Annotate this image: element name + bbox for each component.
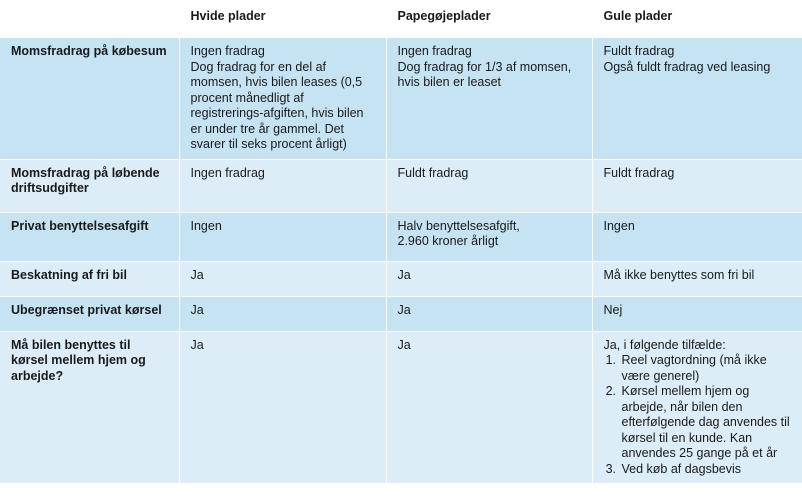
row-label: Momsfradrag på løbende driftsudgifter — [0, 159, 179, 212]
cell-text: Halv benyttelsesafgift, — [397, 218, 520, 233]
cell-white — [179, 38, 386, 160]
cell-yellow — [592, 331, 802, 484]
row-label: Privat benyttelsesafgift — [0, 212, 179, 261]
cell-text: Nej — [603, 302, 623, 317]
cell-parrot — [386, 331, 592, 484]
table-row — [0, 296, 802, 331]
cell-text: Ingen fradrag — [190, 44, 265, 58]
cell-text: Dog fradrag for 1/3 af momsen, hvis bilen er leaset — [397, 59, 572, 89]
conditions-list — [604, 353, 793, 477]
cell-text: Må ikke benyttes som fri bil — [603, 267, 755, 282]
cell-parrot — [386, 296, 592, 331]
cell-white — [179, 296, 386, 331]
cell-yellow — [592, 38, 802, 160]
header-row — [0, 0, 802, 38]
cell-text: Ja — [397, 302, 411, 317]
cell-parrot — [386, 38, 592, 160]
cell-white — [179, 331, 386, 484]
cell-text: Ingen fradrag — [190, 165, 265, 180]
cell-text: 2.960 kroner årligt — [397, 234, 499, 248]
list-item: 1. Reel vagtordning (må ikke være generel) — [620, 353, 793, 384]
cell-text: Ja — [397, 267, 411, 282]
cell-parrot — [386, 261, 592, 296]
cell-yellow — [592, 159, 802, 212]
cell-text: Fuldt fradrag — [603, 165, 675, 180]
cell-text: Ja — [397, 337, 411, 352]
cell-white — [179, 261, 386, 296]
header-yellow-plates: Gule plader — [592, 0, 802, 38]
cell-yellow — [592, 261, 802, 296]
cell-parrot — [386, 212, 592, 261]
cell-text: Ja — [190, 337, 204, 352]
table-row — [0, 159, 802, 212]
cell-yellow — [592, 212, 802, 261]
cell-intro: Ja, i følgende tilfælde: — [603, 337, 726, 352]
cell-text: Ingen — [190, 218, 222, 233]
table-row — [0, 261, 802, 296]
list-item: 2. Kørsel mellem hjem og arbejde, når bilen den efterfølgende dag anvendes til kørsel til en kunde. Kan anvendes 25 gange på et år — [620, 384, 793, 462]
table-row — [0, 212, 802, 261]
header-parrot-plates: Papegøjeplader — [386, 0, 592, 38]
cell-white — [179, 212, 386, 261]
list-item: 3. Ved køb af dagsbevis — [620, 462, 793, 478]
cell-text: Ingen fradrag — [397, 44, 472, 58]
cell-text: Dog fradrag for en del af momsen, hvis bilen leases (0,5 procent månedligt af registrerings-afgiften, hvis bilen er under tre år gammel. Det svarer til seks procent årligt) — [190, 59, 364, 151]
cell-text: Ja — [190, 267, 204, 282]
row-label: Ubegrænset privat kørsel — [0, 296, 179, 331]
cell-white — [179, 159, 386, 212]
cell-text: Fuldt fradrag — [397, 165, 469, 180]
cell-parrot — [386, 159, 592, 212]
cell-text: Også fuldt fradrag ved leasing — [603, 59, 771, 74]
cell-text: Ingen — [603, 218, 635, 233]
table-row — [0, 331, 802, 484]
cell-text: Ja — [190, 302, 204, 317]
cell-text: Fuldt fradrag — [603, 44, 675, 58]
header-empty — [0, 0, 179, 38]
cell-yellow — [592, 296, 802, 331]
row-label: Må bilen benyttes til kørsel mellem hjem og arbejde? — [0, 331, 179, 484]
row-label: Momsfradrag på købesum — [0, 38, 179, 160]
row-label: Beskatning af fri bil — [0, 261, 179, 296]
table-row — [0, 38, 802, 160]
header-white-plates: Hvide plader — [179, 0, 386, 38]
